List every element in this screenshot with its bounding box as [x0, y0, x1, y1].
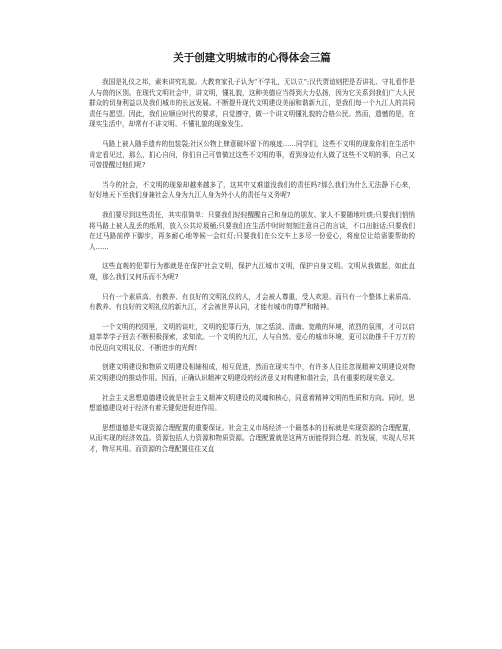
- paragraph: 只有一个素质高、有教养、有良好的文明礼仪的人，才会被人尊重，受人欢迎。而只有一个整体上素质高、有教养、有良好的文明礼仪的新九江，才会被世界认同，才能有城市的尊严和精神。: [89, 292, 415, 312]
- paragraph: 思想道德是实现资源合理配置的重要保证。社会主义市场经济一个最基本的目标就是实现资源的合理配置，从而实现的经济效益。资源包括人力资源和物质资源。合理配置就是这两方面能得到合理、的发展，实现人尽其才，物尽其用。而资源的合理配置往往又直: [89, 423, 415, 454]
- paragraph: 一个文明的校园里，文明的谈吐，文明的犯罪行为，加之恬淡、清幽、宽敞的环境，浓烈的氛围，才可以启迪莘莘学子回去不断积极探索，求知欲。一个文明的九江，人与自然、爱心的城市环境，更可以助推千千万万的市民迈向文明礼仪、不断进步的光辉!: [89, 322, 415, 352]
- paragraph: 这些直观的犯罪行为都就是在保护社会文明，保护九江城市文明，保护自身文明。文明从我做起，如此直观，那么我们又何乐而不为呢?: [89, 262, 415, 281]
- paragraph: 当今的社会，不文明的现象却越来越多了，这其中又难道没我们的责任吗?那么我们为什么无法静下心来，好好地天下至我们身兼社会人身为九江人身为外小人的责任与义务呢?: [89, 180, 415, 200]
- paragraph: 我国是礼仪之邦，素来讲究礼貌。大教育家孔子认为“不学礼，无以立”;汉代贾谊则把是否讲礼、守礼看作是人与兽的区别。在现代文明社会中，讲文明，懂礼貌，这种美德应当得到大力弘扬，因为它关系到我们广大人民群众的切身利益以及我们城市的长远发展。不断提升现代文明建设美丽和谐新九江，是我们每一个九江人的共同责任与愿望。因此，我们应顺应时代的要求，自觉遵守，做一个讲文明懂礼貌的合格公民。然而，遗憾的是，在现实生活中，却常有不讲文明、不懂礼貌的现象发生。: [89, 78, 415, 129]
- paragraph: 创建文明建设和物质文明建设相辅相成，相互促进，然而在现实当中，有许多人往往忽视精神文明建设对物质文明建设的推动作用。因而，正确认识精神文明建设的经济意义对构建和谐社会，具有重要的现实意义。: [89, 363, 415, 383]
- paragraph: 社会主义思想道德建设就是社会主义精神文明建设的灵魂和核心，同意着精神文明的性质和方向。同时，思想道德建设对于经济有着关键促进促进作用。: [89, 393, 415, 413]
- paragraph: 马路上被人随手遗弃的包装袋;社区公物上肆意破坏留下的痕迹……同学们，这些不文明的现象你们在生活中肯定看见过，那么，扪心自问，你们自己可曾做过这些不文明的事，看到身边有人做了这些不文明的事，自己又可曾提醒过他们呢?: [89, 139, 415, 170]
- document-page: [89, 0, 415, 649]
- document-title: 关于创建文明城市的心得体会三篇: [173, 52, 331, 64]
- paragraph: 我们要尽到这些责任，其实很简单：只要我们轻轻醒醒自己和身边的朋友、家人不要随地吐痰;只要我们悄悄将马路上被人乱丢的纸屑，放入公共垃圾桶;只要我们在生活中时时刻刻注意自己的言谈，不口出脏话;只要我们在过马路前停下脚步，再多耐心地等候一会红灯;只要我们在公交车上多尽一份爱心，将座位让给需要帮助的人……: [89, 210, 415, 251]
